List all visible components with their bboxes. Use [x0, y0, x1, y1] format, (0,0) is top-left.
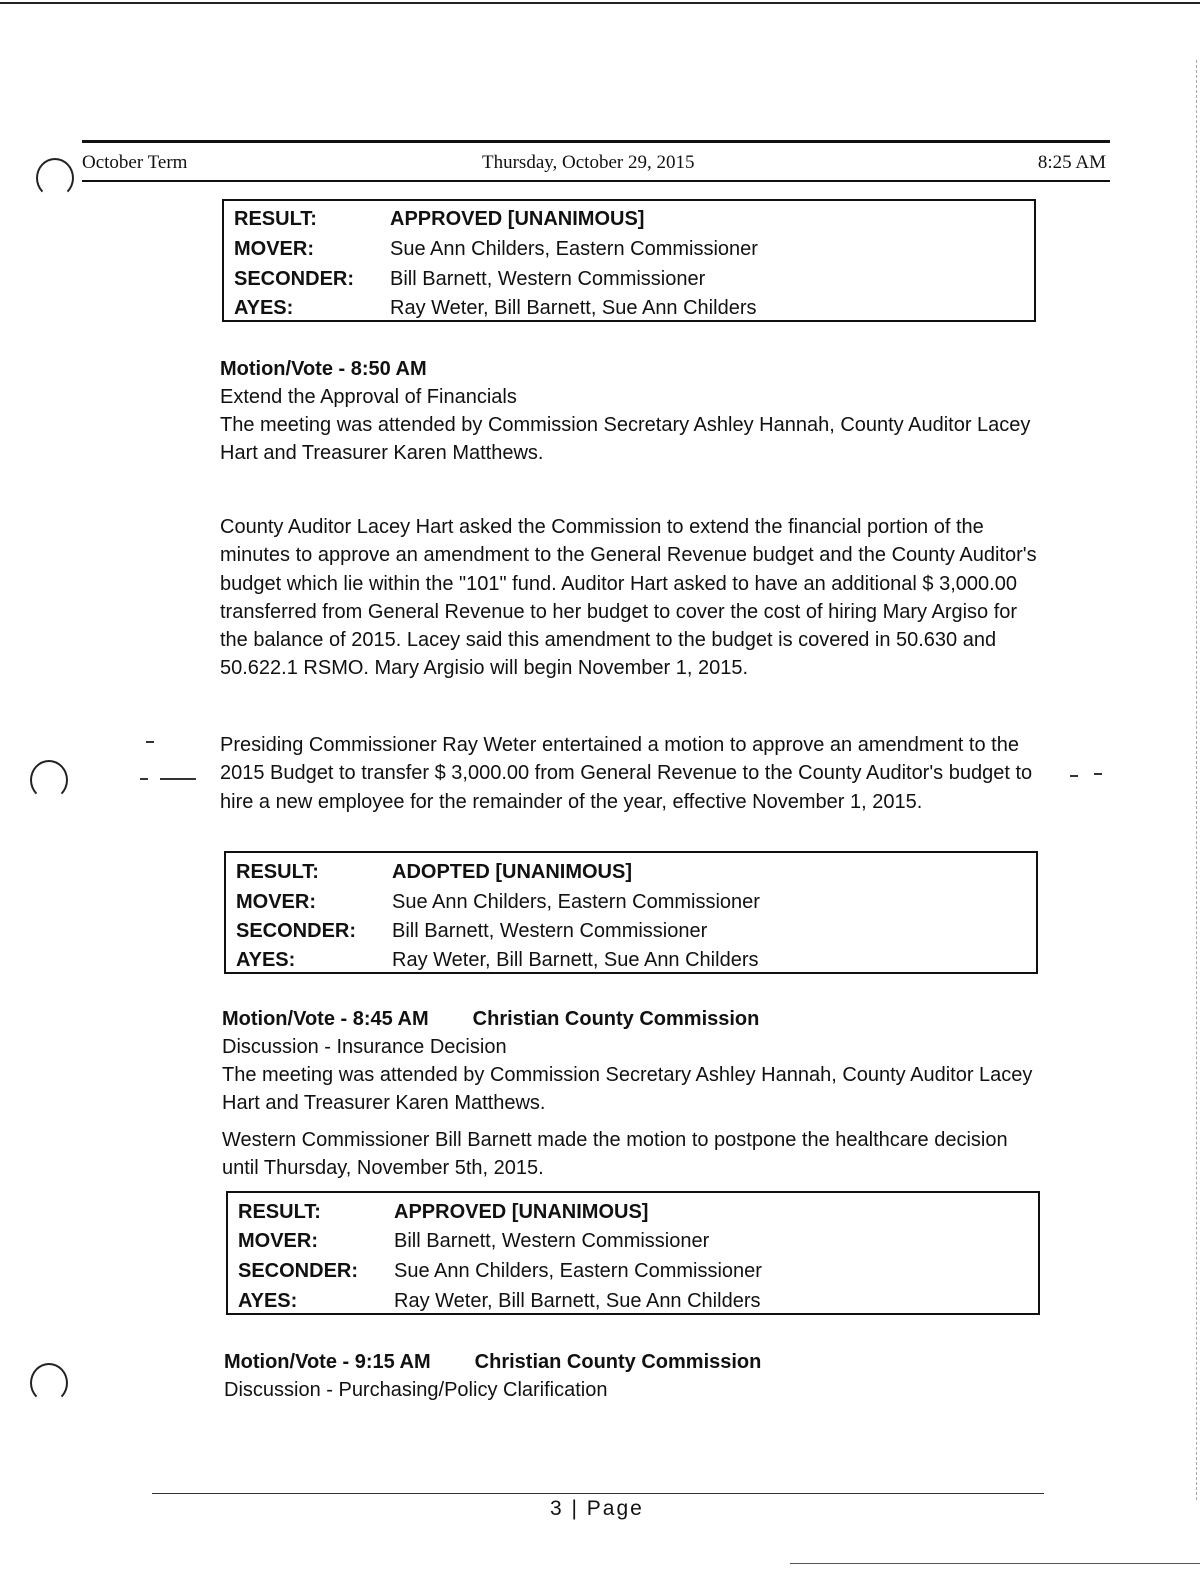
scan-artifact: [1070, 775, 1078, 777]
scan-top-edge: [0, 2, 1200, 4]
vote-row-mover: [226, 887, 1036, 917]
scan-artifact: [140, 778, 148, 780]
vote-label: MOVER:: [238, 1230, 318, 1252]
vote-label: MOVER:: [236, 891, 316, 913]
vote-row-seconder: [226, 916, 1036, 946]
motion-attendance: The meeting was attended by Commission Secretary Ashley Hannah, County Auditor Lacey Hart and Treasurer Karen Matthews.: [222, 1064, 1033, 1114]
motion-heading: Motion/Vote - 8:50 AM: [220, 358, 427, 380]
vote-row-ayes: [228, 1286, 1038, 1316]
vote-result-box: [226, 1191, 1040, 1315]
motion-text-paragraph: Presiding Commissioner Ray Weter entertained a motion to approve an amendment to the 2015 Budget to transfer $ 3,000.00 from General Revenue to the County Auditor's budget to hire a new employee for the remainder of the year, effective November 1, 2015.: [220, 734, 1033, 813]
motion-body-paragraph: County Auditor Lacey Hart asked the Commission to extend the financial portion of the minutes to approve an amendment to the General Revenue budget and the County Auditor's budget which lie within the "101" fund. Auditor Hart asked to have an additional $ 3,000.00 transferred from General Revenue to her budget to cover the cost of hiring Mary Argiso for the balance of 2015. Lacey said this amendment to the budget is covered in 50.630 and 50.622.1 RSMO. Mary Argisio will begin November 1, 2015.: [220, 516, 1037, 680]
vote-label: MOVER:: [234, 238, 314, 260]
vote-value: Ray Weter, Bill Barnett, Sue Ann Childers: [392, 949, 759, 971]
vote-result-box: [222, 199, 1036, 322]
vote-value: Bill Barnett, Western Commissioner: [392, 920, 708, 942]
punch-hole-mark: [36, 158, 74, 198]
vote-row-result: [224, 204, 1034, 234]
page-header: [82, 138, 1110, 182]
vote-row-seconder: [228, 1256, 1038, 1286]
motion-heading-line: [224, 1348, 1044, 1376]
punch-hole-mark: [30, 1363, 68, 1403]
vote-label: RESULT:: [236, 861, 319, 883]
vote-row-mover: [224, 234, 1034, 264]
motion-section: [224, 1348, 1044, 1404]
vote-label: AYES:: [234, 297, 294, 319]
vote-label: SECONDER:: [238, 1260, 359, 1282]
motion-text-paragraph: Western Commissioner Bill Barnett made the motion to postpone the healthcare decision until Thursday, November 5th, 2015.: [222, 1129, 1008, 1180]
vote-value: Sue Ann Childers, Eastern Commissioner: [390, 238, 758, 260]
vote-value: Bill Barnett, Western Commissioner: [390, 268, 706, 290]
motion-section: [222, 1005, 1042, 1117]
vote-label: AYES:: [238, 1290, 298, 1312]
vote-label: AYES:: [236, 949, 296, 971]
vote-value: APPROVED [UNANIMOUS]: [394, 1201, 649, 1223]
vote-row-result: [226, 857, 1036, 887]
punch-hole-mark: [30, 760, 68, 800]
motion-organization: Christian County Commission: [472, 1008, 760, 1030]
vote-row-ayes: [224, 293, 1034, 323]
vote-row-seconder: [224, 264, 1034, 294]
header-term: October Term: [82, 152, 188, 173]
vote-row-ayes: [226, 945, 1036, 975]
motion-subject: Discussion - Insurance Decision: [222, 1036, 507, 1058]
vote-value: Sue Ann Childers, Eastern Commissioner: [392, 891, 760, 913]
header-rule-bottom: [82, 180, 1110, 182]
motion-section: [220, 355, 1040, 467]
motion-subject: Discussion - Purchasing/Policy Clarification: [224, 1379, 608, 1401]
scan-bottom-edge: [790, 1563, 1200, 1564]
scan-right-edge: [1195, 60, 1197, 1500]
header-rule-top: [82, 140, 1110, 143]
vote-value: ADOPTED [UNANIMOUS]: [392, 861, 632, 883]
header-time: 8:25 AM: [1037, 152, 1106, 173]
motion-heading: Motion/Vote - 8:45 AM: [222, 1008, 429, 1030]
vote-value: Ray Weter, Bill Barnett, Sue Ann Childers: [390, 297, 757, 319]
vote-row-mover: [228, 1226, 1038, 1256]
vote-value: Ray Weter, Bill Barnett, Sue Ann Childers: [394, 1290, 761, 1312]
motion-heading-line: [222, 1005, 1042, 1033]
vote-row-result: [228, 1197, 1038, 1227]
footer-rule: [152, 1493, 1044, 1494]
vote-label: SECONDER:: [234, 268, 355, 290]
vote-result-box: [224, 851, 1038, 974]
header-date: Thursday, October 29, 2015: [482, 152, 695, 173]
motion-subject: Extend the Approval of Financials: [220, 386, 517, 408]
motion-heading: Motion/Vote - 9:15 AM: [224, 1351, 431, 1373]
scan-artifact: [160, 778, 196, 780]
vote-label: SECONDER:: [236, 920, 357, 942]
scan-artifact: [1094, 773, 1102, 775]
vote-value: Bill Barnett, Western Commissioner: [394, 1230, 710, 1252]
scan-artifact: [146, 741, 154, 743]
motion-organization: Christian County Commission: [474, 1351, 762, 1373]
vote-label: RESULT:: [238, 1201, 321, 1223]
page-number: 3 | Page: [550, 1497, 644, 1520]
motion-attendance: The meeting was attended by Commission Secretary Ashley Hannah, County Auditor Lacey Hart and Treasurer Karen Matthews.: [220, 414, 1031, 464]
vote-value: Sue Ann Childers, Eastern Commissioner: [394, 1260, 762, 1282]
vote-label: RESULT:: [234, 208, 317, 230]
vote-value: APPROVED [UNANIMOUS]: [390, 208, 645, 230]
